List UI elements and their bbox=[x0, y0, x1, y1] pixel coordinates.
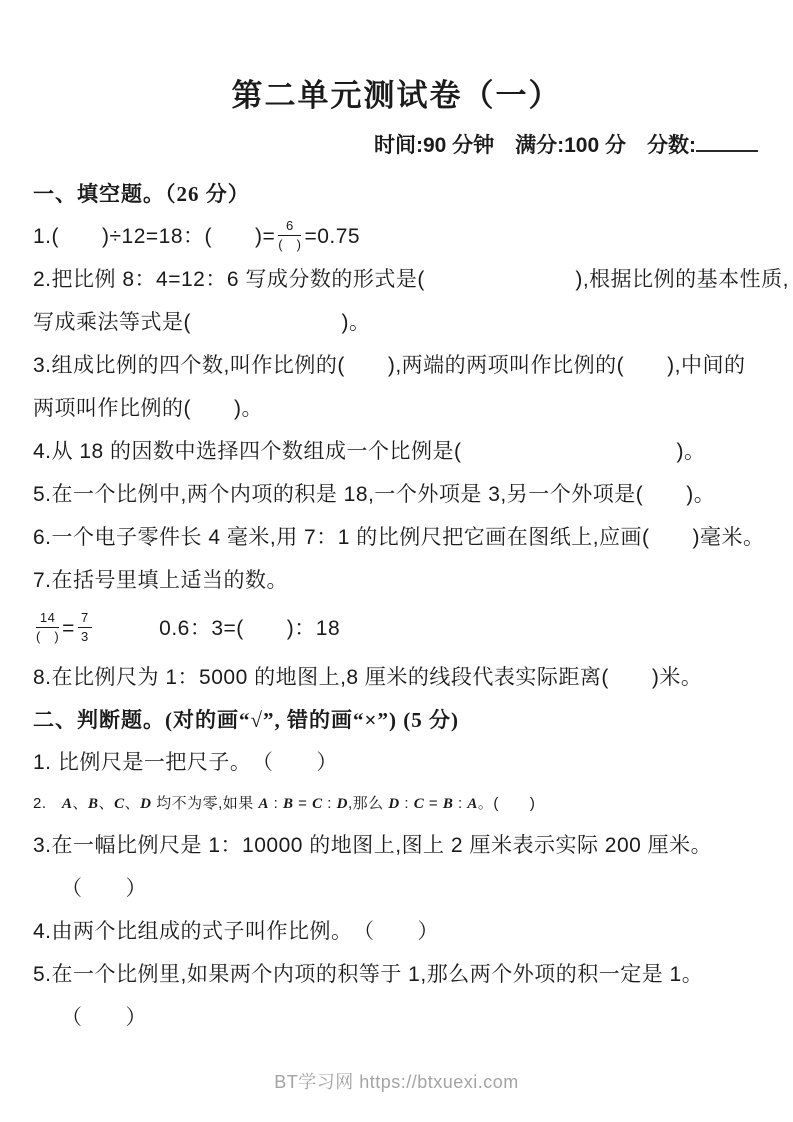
math-variable: D bbox=[140, 796, 152, 812]
question-text: = bbox=[62, 617, 75, 640]
question-text: 1. 比例尺是一把尺子。 （ ） bbox=[33, 751, 338, 774]
question-text: 、 bbox=[72, 795, 89, 812]
question-line bbox=[33, 559, 760, 602]
question-text: 6.一个电子零件长 4 毫米,用 7：1 的比例尺把它画在图纸上,应画( )毫米。 bbox=[33, 526, 765, 549]
question-text: 5.在一个比例里,如果两个内项的积等于 1,那么两个外项的积一定是 1。 bbox=[33, 963, 704, 986]
section-heading: 一、填空题。（26 分） bbox=[33, 182, 250, 206]
question-text: : bbox=[453, 795, 468, 812]
question-line bbox=[33, 784, 760, 824]
math-variable: C bbox=[312, 796, 323, 812]
question-text: （ ） bbox=[61, 877, 147, 900]
question-text: 写成乘法等式是( )。 bbox=[33, 311, 371, 334]
question-text: 4.从 18 的因数中选择四个数组成一个比例是( )。 bbox=[33, 440, 706, 463]
math-variable: A bbox=[62, 796, 73, 812]
question-text: 3.组成比例的四个数,叫作比例的( ),两端的两项叫作比例的( ),中间的 bbox=[33, 354, 746, 377]
question-text: 、 bbox=[124, 795, 141, 812]
question-line bbox=[33, 258, 789, 301]
question-text: = bbox=[293, 795, 313, 812]
math-variable: D bbox=[388, 796, 400, 812]
math-variable: B bbox=[88, 796, 99, 812]
exam-info bbox=[33, 129, 760, 159]
question-line bbox=[33, 867, 760, 910]
fraction: $\frac{14}{( )}$ bbox=[36, 609, 60, 644]
question-text: 均不为零,如果 bbox=[151, 795, 259, 812]
question-text: 3.在一幅比例尺是 1：10000 的地图上,图上 2 厘米表示实际 200 厘米。 bbox=[33, 834, 713, 857]
math-variable: B bbox=[442, 796, 454, 812]
question-text: 0.6：3=( )：18 bbox=[94, 617, 341, 640]
question-text: 、 bbox=[98, 795, 115, 812]
question-line bbox=[33, 344, 760, 387]
question-text: : bbox=[268, 795, 283, 812]
question-line bbox=[33, 301, 760, 344]
question-text: : bbox=[399, 795, 414, 812]
site-watermark: BT学习网 https://btxuexi.com bbox=[274, 1072, 519, 1092]
question-line bbox=[33, 996, 760, 1039]
question-line bbox=[33, 430, 760, 473]
math-variable: A bbox=[258, 796, 269, 812]
question-text: : bbox=[322, 795, 337, 812]
question-line bbox=[33, 741, 760, 784]
question-text: 。( ) bbox=[477, 795, 536, 812]
math-variable: B bbox=[283, 796, 294, 812]
question-text: 2.把比例 8：4=12：6 写成分数的形式是( ),根据比例的基本性质, bbox=[33, 268, 789, 291]
question-text: 2. bbox=[33, 795, 63, 812]
question-text: 7.在括号里填上适当的数。 bbox=[33, 569, 289, 592]
math-variable: C bbox=[114, 796, 125, 812]
question-text: 4.由两个比组成的式子叫作比例。 （ ） bbox=[33, 920, 440, 943]
math-variable: D bbox=[336, 796, 348, 812]
question-area bbox=[33, 173, 789, 1039]
exam-info-text: 时间:90 分钟 满分:100 分 分数: bbox=[373, 134, 696, 157]
question-line bbox=[33, 516, 765, 559]
question-line bbox=[33, 656, 760, 699]
question-line bbox=[33, 824, 760, 867]
math-variable: A bbox=[467, 796, 478, 812]
question-line bbox=[33, 953, 760, 996]
question-line bbox=[33, 910, 760, 953]
score-blank-underline bbox=[696, 129, 758, 152]
question-text: = bbox=[424, 795, 443, 812]
section-heading: 二、判断题。(对的画“√”, 错的画“×”) (5 分) bbox=[33, 708, 459, 732]
question-text: 1.( )÷12=18：( )= bbox=[33, 225, 276, 248]
question-line bbox=[33, 215, 760, 258]
question-text: =0.75 bbox=[304, 225, 361, 248]
fraction: $\frac{7}{3}$ bbox=[78, 610, 92, 646]
math-variable: C bbox=[413, 796, 425, 812]
question-text: 8.在比例尺为 1：5000 的地图上,8 厘米的线段代表实际距离( )米。 bbox=[33, 666, 703, 689]
question-line bbox=[33, 473, 760, 516]
fraction: $\frac{6}{( )}$ bbox=[278, 217, 302, 252]
question-line bbox=[33, 387, 760, 430]
question-text: （ ） bbox=[61, 1006, 147, 1029]
page-title: 第二单元测试卷（一） bbox=[231, 78, 562, 113]
question-text: 两项叫作比例的( )。 bbox=[33, 397, 263, 420]
question-text: ,那么 bbox=[348, 795, 389, 812]
question-text: 5.在一个比例中,两个内项的积是 18,一个外项是 3,另一个外项是( )。 bbox=[33, 483, 716, 506]
question-line bbox=[33, 602, 760, 656]
